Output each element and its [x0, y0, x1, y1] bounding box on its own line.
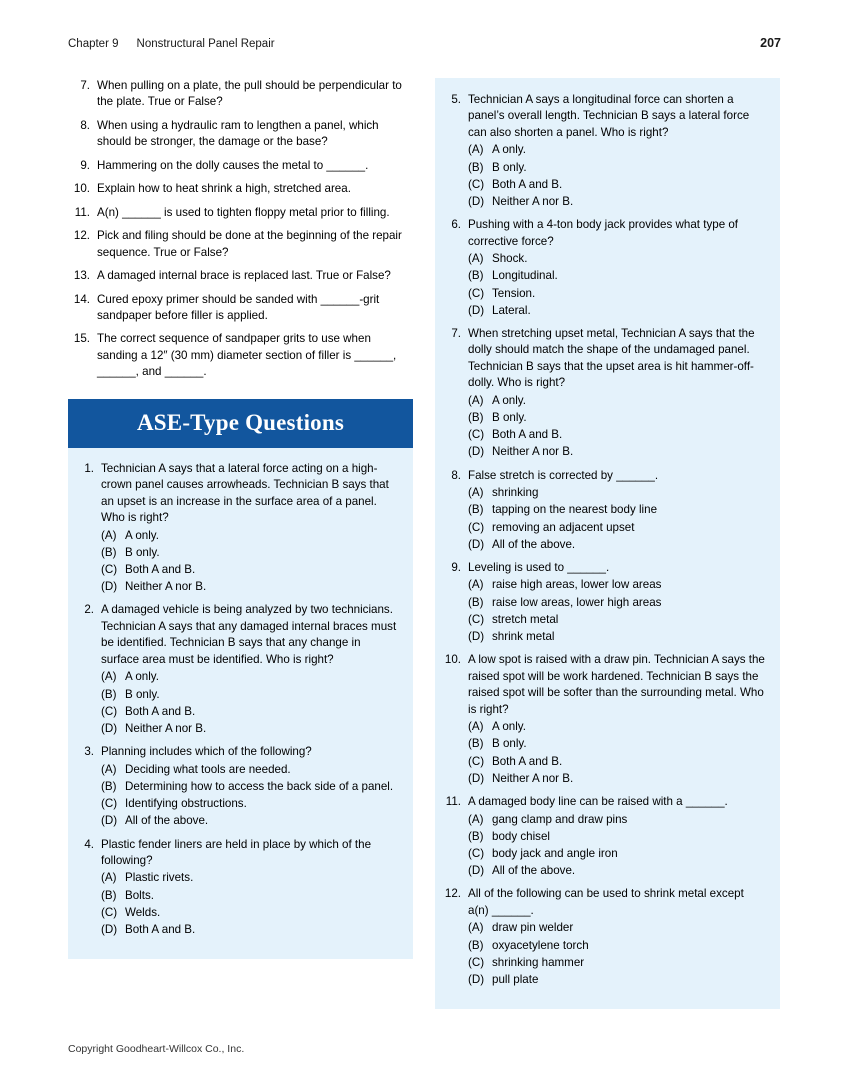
choice-item: [468, 251, 766, 267]
choice-label: (A): [468, 720, 484, 734]
choice-text: A only.: [492, 720, 526, 734]
choice-text: A only.: [125, 528, 159, 542]
item-text: A(n) ______ is used to tighten floppy metal prior to filling.: [97, 205, 390, 219]
list-item: [68, 292, 413, 325]
item-number: 3.: [84, 745, 94, 759]
item-number: 8.: [451, 468, 461, 482]
choice-item: [101, 762, 399, 778]
item-text: [468, 886, 766, 988]
choice-item: [101, 687, 399, 703]
choice-text: A only.: [125, 670, 159, 684]
choice-label: (A): [468, 252, 484, 266]
item-number: 5.: [451, 93, 461, 106]
choice-label: (D): [468, 303, 485, 317]
item-text: When using a hydraulic ram to lengthen a panel, which should be stronger, the damage or the base?: [97, 118, 379, 149]
ase-panel-body: [68, 448, 413, 947]
left-column: [68, 78, 413, 959]
choice-list: [468, 142, 766, 210]
choice-text: Both A and B.: [125, 563, 196, 577]
choice-label: (A): [468, 578, 484, 592]
item-text: Hammering on the dolly causes the metal to ______.: [97, 158, 369, 172]
choice-label: (A): [101, 871, 117, 885]
choice-item: [468, 629, 766, 645]
choice-label: (C): [101, 905, 118, 919]
item-text: Pick and filing should be done at the beginning of the repair sequence. True or False?: [97, 229, 402, 259]
choice-text: raise high areas, lower low areas: [492, 578, 662, 592]
list-item: [68, 181, 413, 197]
choice-label: (C): [101, 563, 118, 577]
choice-label: (C): [468, 955, 485, 969]
choice-label: (A): [468, 393, 484, 407]
choice-text: B only.: [492, 160, 527, 174]
item-number: 14.: [73, 292, 90, 306]
item-number: 7.: [451, 327, 461, 341]
item-number: 9.: [80, 158, 90, 172]
list-item: [439, 886, 766, 988]
choice-text: All of the above.: [492, 864, 576, 878]
item-number: 12.: [444, 887, 461, 901]
item-number: 6.: [451, 218, 461, 232]
choice-label: (D): [468, 195, 485, 209]
choice-item: [468, 427, 766, 443]
choice-item: [101, 888, 399, 904]
choice-label: (D): [468, 445, 485, 459]
item-number: 4.: [84, 837, 94, 851]
item-text: Cured epoxy primer should be sanded with ______-grit sandpaper before filler is applied.: [97, 292, 380, 322]
choice-item: [468, 955, 766, 971]
item-text: [468, 468, 766, 553]
header-chapter-title: Nonstructural Panel Repair: [136, 38, 275, 50]
choice-text: Lateral.: [492, 303, 531, 317]
footer-copyright: Copyright Goodheart-Willcox Co., Inc.: [68, 1043, 245, 1055]
choice-item: [101, 905, 399, 921]
choice-label: (C): [468, 612, 485, 626]
right-column: [435, 78, 780, 1009]
choice-item: [468, 520, 766, 536]
item-number: 11.: [74, 205, 90, 219]
list-item: [439, 217, 766, 319]
choice-label: (B): [468, 595, 484, 609]
choice-item: [101, 669, 399, 685]
choice-item: [468, 719, 766, 735]
choice-label: (D): [468, 972, 485, 986]
choice-text: Neither A nor B.: [125, 721, 207, 735]
item-number: 1.: [84, 461, 94, 475]
choice-label: (B): [468, 938, 484, 952]
question-stem: A low spot is raised with a draw pin. Technician A says the raised spot will be work hardened. Technician B says the raised spot will be softer than the surrounding metal. Who is right?: [468, 653, 765, 716]
question-stem: A damaged body line can be raised with a ______.: [468, 795, 728, 809]
choice-item: [468, 771, 766, 787]
item-number: 7.: [80, 79, 90, 92]
choice-item: [468, 537, 766, 553]
question-stem: Plastic fender liners are held in place by which of the following?: [101, 837, 372, 867]
item-text: Explain how to heat shrink a high, stretched area.: [97, 182, 351, 196]
choice-label: (A): [101, 762, 117, 776]
header-chapter: Chapter 9: [68, 38, 119, 50]
choice-label: (A): [101, 528, 117, 542]
item-text: [101, 837, 399, 939]
choice-text: Bolts.: [125, 888, 154, 902]
choice-label: (D): [101, 580, 118, 594]
item-text: The correct sequence of sandpaper grits to use when sanding a 12″ (30 mm) diameter section of filler is ______, ______, and ______.: [97, 332, 397, 379]
list-item: [72, 744, 399, 829]
choice-item: [468, 972, 766, 988]
choice-text: Neither A nor B.: [492, 445, 574, 459]
choice-text: B only.: [492, 411, 527, 425]
choice-text: Plastic rivets.: [125, 871, 194, 885]
choice-item: [101, 545, 399, 561]
header-left: [68, 38, 275, 50]
list-item: [439, 326, 766, 461]
choice-text: Both A and B.: [125, 704, 196, 718]
choice-item: [468, 920, 766, 936]
list-item: [72, 461, 399, 596]
choice-item: [468, 612, 766, 628]
choice-label: (D): [468, 864, 485, 878]
list-item: [439, 794, 766, 879]
list-item: [68, 158, 413, 174]
choice-item: [468, 812, 766, 828]
item-text: [468, 217, 766, 319]
choice-label: (C): [468, 286, 485, 300]
choice-list: [101, 762, 399, 830]
item-text: [101, 744, 399, 829]
choice-text: All of the above.: [492, 537, 576, 551]
choice-item: [468, 303, 766, 319]
question-stem: Leveling is used to ______.: [468, 561, 610, 575]
question-stem: A damaged vehicle is being analyzed by two technicians. Technician A says that any damaged internal braces must be identified. Technician B says that any change in surface area must be identified. Who is right?: [101, 603, 397, 666]
question-stem: When stretching upset metal, Technician A says that the dolly should match the shape of the undamaged panel. Technician B says that the upset area is hit hammer-off-dolly. Who is right?: [468, 327, 755, 390]
choice-label: (B): [468, 829, 484, 843]
choice-item: [468, 393, 766, 409]
choice-label: (B): [468, 411, 484, 425]
question-stem: Planning includes which of the following?: [101, 745, 312, 759]
choice-text: A only.: [492, 143, 526, 157]
list-item: [68, 268, 413, 284]
choice-text: Both A and B.: [492, 754, 563, 768]
choice-list: [101, 669, 399, 737]
choice-text: shrinking hammer: [492, 955, 585, 969]
choice-text: Neither A nor B.: [125, 580, 207, 594]
question-stem: Pushing with a 4-ton body jack provides what type of corrective force?: [468, 218, 739, 248]
choice-item: [101, 704, 399, 720]
question-stem: Technician A says a longitudinal force can shorten a panel’s overall length. Technician B says a lateral force can also shorten a panel. Who is right?: [468, 93, 750, 139]
list-item: [68, 118, 413, 151]
list-item: [72, 602, 399, 737]
choice-list: [468, 812, 766, 880]
choice-label: (A): [468, 486, 484, 500]
ase-type-questions-panel: [68, 399, 413, 959]
choice-text: Shock.: [492, 252, 528, 266]
item-text: [468, 794, 766, 879]
item-number: 10.: [444, 653, 461, 667]
choice-label: (C): [468, 520, 485, 534]
choice-text: Both A and B.: [492, 177, 563, 191]
choice-label: (B): [101, 888, 117, 902]
choice-list: [468, 393, 766, 461]
list-item: [439, 92, 766, 210]
choice-list: [468, 920, 766, 988]
choice-list: [468, 485, 766, 553]
item-number: 12.: [73, 229, 90, 243]
choice-text: stretch metal: [492, 612, 559, 626]
choice-item: [468, 736, 766, 752]
choice-item: [468, 577, 766, 593]
choice-text: Both A and B.: [492, 428, 563, 442]
choice-item: [468, 177, 766, 193]
page-header: [68, 36, 781, 50]
list-item: [68, 228, 413, 261]
choice-list: [468, 577, 766, 645]
choice-label: (C): [468, 754, 485, 768]
choice-item: [101, 528, 399, 544]
choice-text: removing an adjacent upset: [492, 520, 635, 534]
choice-item: [101, 796, 399, 812]
choice-text: body chisel: [492, 829, 551, 843]
list-item: [439, 560, 766, 645]
choice-item: [101, 779, 399, 795]
choice-text: shrink metal: [492, 630, 555, 644]
choice-item: [468, 444, 766, 460]
choice-label: (B): [468, 269, 484, 283]
item-number: 15.: [73, 332, 90, 346]
choice-label: (C): [468, 177, 485, 191]
choice-label: (D): [468, 630, 485, 644]
list-item: [439, 652, 766, 787]
question-stem: False stretch is corrected by ______.: [468, 468, 659, 482]
choice-text: raise low areas, lower high areas: [492, 595, 662, 609]
choice-text: body jack and angle iron: [492, 846, 618, 860]
choice-item: [468, 268, 766, 284]
choice-label: (C): [468, 846, 485, 860]
choice-item: [468, 502, 766, 518]
choice-text: draw pin welder: [492, 921, 574, 935]
item-number: 8.: [80, 118, 90, 132]
choice-item: [468, 829, 766, 845]
choice-text: Identifying obstructions.: [125, 797, 247, 811]
choice-item: [101, 721, 399, 737]
choice-list: [101, 528, 399, 596]
choice-label: (D): [468, 537, 485, 551]
item-text: [468, 326, 766, 461]
choice-label: (B): [101, 687, 117, 701]
choice-item: [468, 286, 766, 302]
choice-text: Longitudinal.: [492, 269, 558, 283]
choice-text: B only.: [125, 545, 160, 559]
choice-label: (B): [468, 503, 484, 517]
choice-text: gang clamp and draw pins: [492, 812, 628, 826]
item-text: A damaged internal brace is replaced last. True or False?: [97, 269, 391, 283]
choice-label: (B): [468, 737, 484, 751]
choice-label: (A): [101, 670, 117, 684]
choice-list: [468, 719, 766, 787]
item-number: 10.: [73, 182, 90, 196]
choice-text: Neither A nor B.: [492, 771, 574, 785]
choice-label: (D): [101, 923, 118, 937]
choice-text: shrinking: [492, 486, 539, 500]
item-text: [468, 652, 766, 787]
question-stem: All of the following can be used to shrink metal except a(n) ______.: [468, 887, 744, 917]
list-item: [68, 205, 413, 221]
choice-text: Deciding what tools are needed.: [125, 762, 291, 776]
choice-item: [101, 579, 399, 595]
list-item: [68, 331, 413, 380]
choice-item: [468, 194, 766, 210]
choice-label: (A): [468, 143, 484, 157]
choice-text: Welds.: [125, 905, 161, 919]
choice-text: Neither A nor B.: [492, 195, 574, 209]
review-questions-list: [68, 78, 413, 381]
choice-label: (A): [468, 921, 484, 935]
choice-label: (C): [101, 704, 118, 718]
choice-item: [468, 863, 766, 879]
choice-item: [101, 922, 399, 938]
item-number: 9.: [451, 561, 461, 575]
choice-item: [468, 846, 766, 862]
item-text: [468, 560, 766, 645]
choice-label: (D): [101, 814, 118, 828]
choice-text: oxyacetylene torch: [492, 938, 589, 952]
choice-item: [468, 410, 766, 426]
list-item: [68, 78, 413, 111]
choice-label: (B): [101, 779, 117, 793]
item-number: 11.: [445, 795, 461, 809]
choice-text: B only.: [492, 737, 527, 751]
choice-label: (C): [101, 797, 118, 811]
choice-text: Both A and B.: [125, 923, 196, 937]
item-number: 13.: [73, 269, 90, 283]
choice-label: (D): [468, 771, 485, 785]
choice-item: [468, 754, 766, 770]
page-number: 207: [760, 36, 781, 50]
choice-text: Determining how to access the back side of a panel.: [125, 779, 394, 793]
choice-item: [468, 142, 766, 158]
choice-text: tapping on the nearest body line: [492, 503, 658, 517]
choice-text: All of the above.: [125, 814, 209, 828]
item-text: When pulling on a plate, the pull should be perpendicular to the plate. True or False?: [97, 79, 402, 109]
list-item: [439, 468, 766, 553]
question-stem: Technician A says that a lateral force acting on a high-crown panel causes arrowheads. Technician B says that an upset is an increase in the surface area of a panel. Who is right?: [101, 461, 389, 525]
list-item: [72, 837, 399, 939]
choice-item: [101, 870, 399, 886]
item-text: [101, 602, 399, 737]
choice-item: [468, 485, 766, 501]
choice-item: [468, 595, 766, 611]
ase-type-questions-panel-continued: [435, 78, 780, 1009]
choice-label: (A): [468, 812, 484, 826]
choice-label: (B): [101, 545, 117, 559]
choice-label: (D): [101, 721, 118, 735]
choice-item: [468, 160, 766, 176]
choice-text: B only.: [125, 687, 160, 701]
choice-list: [101, 870, 399, 938]
choice-text: Tension.: [492, 286, 536, 300]
item-number: 2.: [84, 603, 94, 617]
item-text: [468, 92, 766, 210]
choice-label: (C): [468, 428, 485, 442]
content-columns: [68, 78, 781, 1009]
choice-item: [101, 813, 399, 829]
choice-text: A only.: [492, 393, 526, 407]
choice-label: (B): [468, 160, 484, 174]
choice-item: [101, 562, 399, 578]
choice-list: [468, 251, 766, 319]
ase-panel-heading: ASE-Type Questions: [68, 399, 413, 448]
choice-item: [468, 938, 766, 954]
item-text: [101, 461, 399, 596]
choice-text: pull plate: [492, 972, 539, 986]
